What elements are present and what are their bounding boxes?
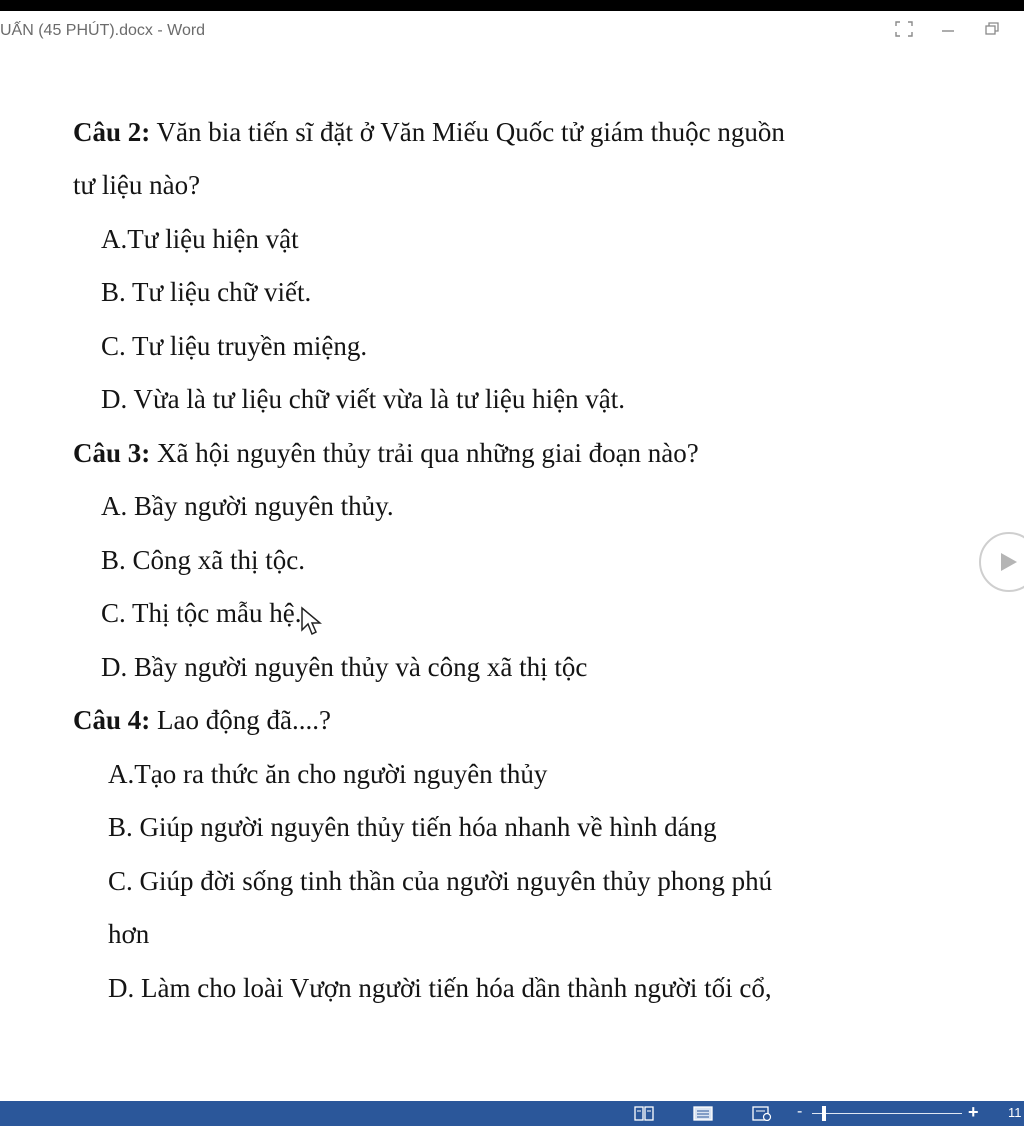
question-4-line: [73, 704, 331, 736]
read-mode-icon[interactable]: [634, 1106, 654, 1126]
zoom-percent[interactable]: 11: [1008, 1105, 1022, 1120]
mouse-cursor-icon: [300, 606, 322, 636]
question-4-text: Lao động đã....?: [150, 705, 331, 735]
top-black-strip: [0, 0, 1024, 11]
question-2-option-b: B. Tư liệu chữ viết.: [101, 277, 312, 307]
question-3-label: Câu 3:: [73, 438, 151, 468]
zoom-slider-thumb[interactable]: [822, 1106, 826, 1121]
web-layout-icon[interactable]: [752, 1106, 772, 1126]
window-title: UẤN (45 PHÚT).docx - Word: [0, 22, 206, 39]
full-screen-icon[interactable]: [895, 21, 913, 42]
question-4-option-c-line-2: hơn: [108, 919, 150, 949]
question-2-option-c: C. Tư liệu truyền miệng.: [101, 331, 368, 361]
question-4-option-c-line-1: C. Giúp đời sống tinh thần của người nguyên thủy phong phú: [108, 866, 773, 896]
title-bar: [0, 11, 1024, 49]
question-3-option-c: C. Thị tộc mẫu hệ.: [101, 598, 302, 628]
question-4-option-a: A.Tạo ra thức ăn cho người nguyên thủy: [108, 759, 548, 789]
question-3-option-d: D. Bầy người nguyên thủy và công xã thị tộc: [101, 652, 588, 682]
question-4-option-b: B. Giúp người nguyên thủy tiến hóa nhanh về hình dáng: [108, 812, 717, 842]
question-3-option-a: A. Bầy người nguyên thủy.: [101, 491, 394, 521]
question-2-option-d: D. Vừa là tư liệu chữ viết vừa là tư liệu hiện vật.: [101, 384, 626, 414]
question-4-label: Câu 4:: [73, 705, 151, 735]
restore-icon[interactable]: [984, 21, 1000, 42]
question-2-text: Văn bia tiến sĩ đặt ở Văn Miếu Quốc tử giám thuộc nguồn: [150, 117, 785, 147]
zoom-in-button[interactable]: +: [968, 1102, 979, 1122]
zoom-slider-track[interactable]: [812, 1113, 962, 1114]
status-bar: [0, 1101, 1024, 1126]
question-3-option-b: B. Công xã thị tộc.: [101, 545, 305, 575]
question-3-line: [73, 437, 699, 469]
question-4-option-d: D. Làm cho loài Vượn người tiến hóa dần thành người tối cổ,: [108, 973, 772, 1003]
question-2-option-a: A.Tư liệu hiện vật: [101, 224, 299, 254]
question-2-line-2: tư liệu nào?: [73, 170, 201, 200]
question-2-line-1: [73, 116, 785, 148]
minimize-icon[interactable]: [940, 21, 956, 42]
print-layout-icon[interactable]: [693, 1106, 713, 1126]
question-2-label: Câu 2:: [73, 117, 151, 147]
zoom-out-button[interactable]: -: [797, 1103, 803, 1120]
document-page[interactable]: [0, 49, 1024, 1101]
play-icon: [999, 551, 1019, 573]
question-3-text: Xã hội nguyên thủy trải qua những giai đoạn nào?: [150, 438, 699, 468]
